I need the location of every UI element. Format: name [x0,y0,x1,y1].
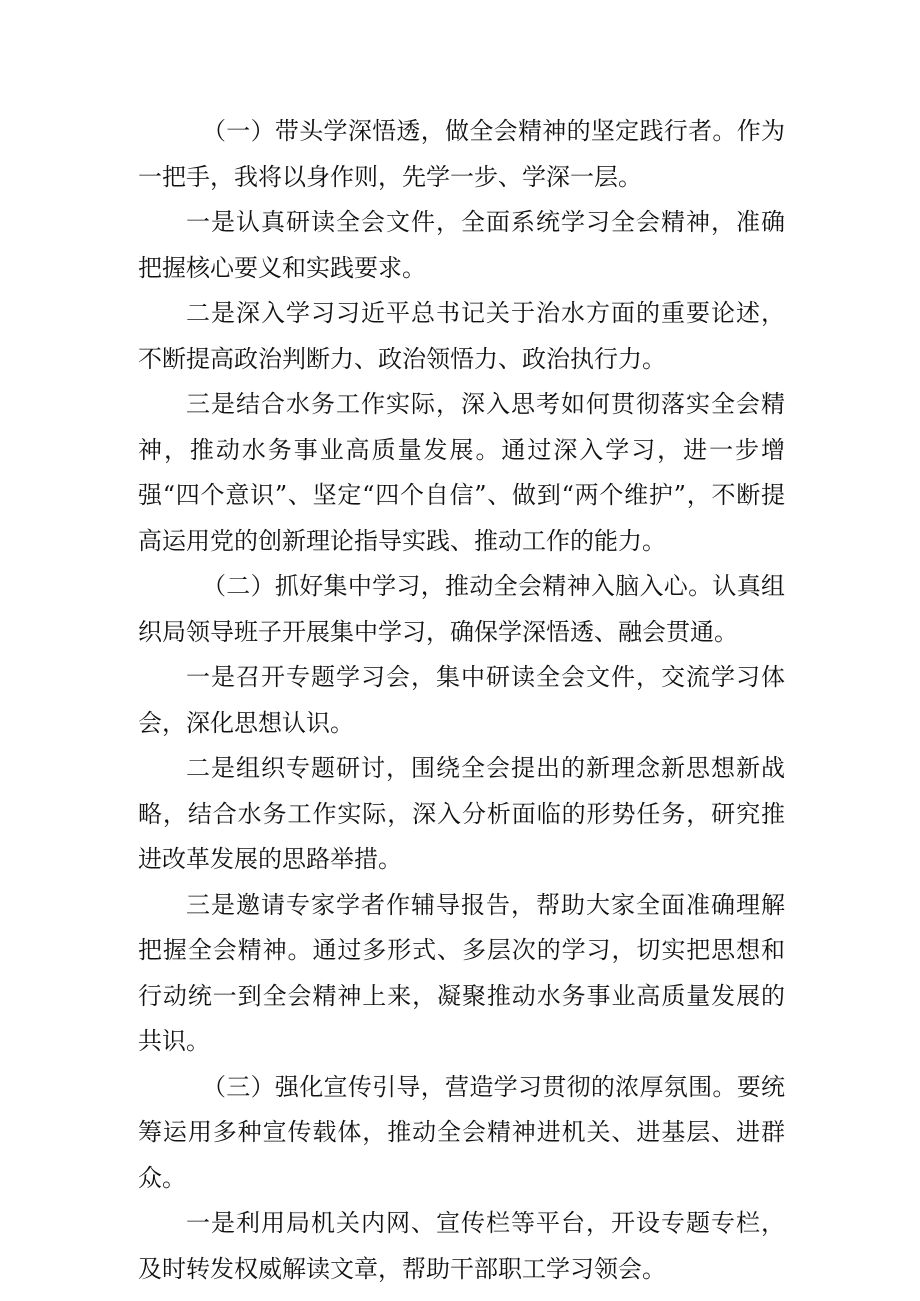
paragraph-2-2: 二是组织专题研讨，围绕全会提出的新理念新思想新战略，结合水务工作实际，深入分析面临的形势任务，研究推进改革发展的思路举措。 [138,754,785,873]
section-heading-1: （一）带头学深悟透，做全会精神的坚定践行者。作为一把手，我将以身作则，先学一步、学深一层。 [138,117,785,191]
paragraph-1-3: 三是结合水务工作实际，深入思考如何贯彻落实全会精神，推动水务事业高质量发展。通过深入学习，进一步增强“四个意识”、坚定“四个自信”、做到“两个维护”，不断提高运用党的创新理论指导实践、推动工作的能力。 [138,390,785,555]
paragraph-3-1: 一是利用局机关内网、宣传栏等平台，开设专题专栏，及时转发权威解读文章，帮助干部职工学习领会。 [138,1209,785,1283]
document-body [138,109,785,1292]
paragraph-2-1: 一是召开专题学习会，集中研读全会文件，交流学习体会，深化思想认识。 [138,663,785,737]
paragraph-1-2: 二是深入学习习近平总书记关于治水方面的重要论述，不断提高政治判断力、政治领悟力、政治执行力。 [138,299,785,373]
section-heading-2: （二）抓好集中学习，推动全会精神入脑入心。认真组织局领导班子开展集中学习，确保学深悟透、融会贯通。 [138,572,785,646]
paragraph-1-1: 一是认真研读全会文件，全面系统学习全会精神，准确把握核心要义和实践要求。 [138,208,785,282]
paragraph-2-3: 三是邀请专家学者作辅导报告，帮助大家全面准确理解把握全会精神。通过多形式、多层次的学习，切实把思想和行动统一到全会精神上来，凝聚推动水务事业高质量发展的共识。 [138,890,785,1055]
section-heading-3: （三）强化宣传引导，营造学习贯彻的浓厚氛围。要统筹运用多种宣传载体，推动全会精神进机关、进基层、进群众。 [138,1072,785,1192]
